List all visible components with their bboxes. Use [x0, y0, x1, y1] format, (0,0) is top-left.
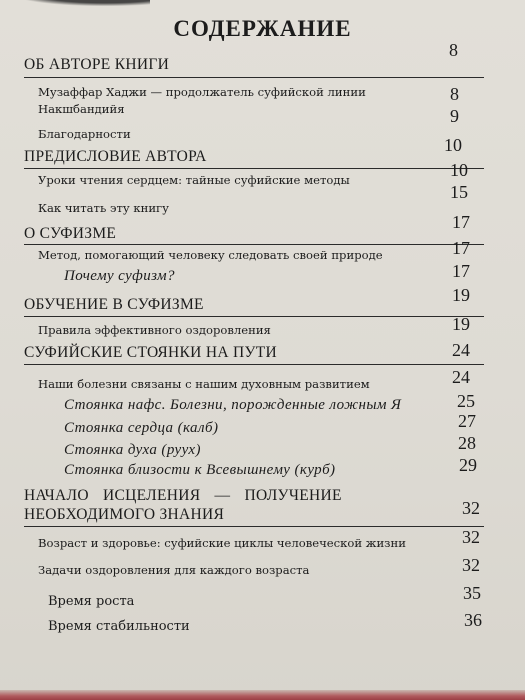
- toc-page-number: 9: [450, 106, 459, 126]
- toc-page-number: 10: [444, 135, 462, 155]
- toc-entry-text: СУФИЙСКИЕ СТОЯНКИ НА ПУТИ: [24, 344, 278, 361]
- section-divider: [24, 168, 484, 169]
- toc-page-number: 32: [462, 498, 480, 518]
- toc-entry-text: О СУФИЗМЕ: [24, 225, 117, 242]
- toc-entry-text-line2: НЕОБХОДИМОГО ЗНАНИЯ: [24, 506, 225, 523]
- toc-entry-text: Возраст и здоровье: суфийские циклы человеческой жизни: [38, 536, 406, 550]
- toc-page-number: 29: [459, 455, 477, 475]
- section-divider: [24, 316, 484, 317]
- toc-page-number: 17: [452, 238, 470, 258]
- toc-entry-text: Время роста: [48, 594, 135, 609]
- toc-page-number: 27: [458, 411, 476, 431]
- toc-entry-text: Задачи оздоровления для каждого возраста: [38, 563, 310, 577]
- toc-entry-text: Время стабильности: [48, 619, 190, 634]
- page-bottom-edge: [0, 690, 525, 700]
- toc-page-number: 28: [458, 433, 476, 453]
- toc-page-number: 24: [452, 340, 470, 360]
- toc-entry-text: Наши болезни связаны с нашим духовным развитием: [38, 377, 370, 391]
- page-top-ornament: [0, 0, 150, 8]
- toc-entry-text: Метод, помогающий человеку следовать своей природе: [38, 248, 383, 262]
- toc-page-number: 36: [464, 610, 482, 630]
- toc-page-number: 24: [452, 367, 470, 387]
- section-divider: [24, 77, 484, 78]
- toc-entry-text: Как читать эту книгу: [38, 201, 169, 215]
- toc-entry-text: Уроки чтения сердцем: тайные суфийские методы: [38, 173, 350, 187]
- page-title: СОДЕРЖАНИЕ: [173, 16, 352, 41]
- toc-entry-text: ОБ АВТОРЕ КНИГИ: [24, 56, 170, 73]
- toc-entry-text: Стоянка близости к Всевышнему (курб): [64, 462, 336, 478]
- section-divider: [24, 364, 484, 365]
- toc-page-number: 10: [450, 160, 468, 180]
- toc-entry-text: ПРЕДИСЛОВИЕ АВТОРА: [24, 148, 207, 165]
- toc-page-number: 15: [450, 182, 468, 202]
- toc-page-number: 32: [462, 555, 480, 575]
- toc-entry-text: Стоянка сердца (калб): [64, 420, 219, 436]
- toc-entry-text: Стоянка нафс. Болезни, порожденные ложным Я: [64, 397, 402, 413]
- toc-page-number: 25: [457, 391, 475, 411]
- toc-page-number: 32: [462, 527, 480, 547]
- toc-entry-text: Стоянка духа (руух): [64, 442, 201, 458]
- toc-entry-text: ОБУЧЕНИЕ В СУФИЗМЕ: [24, 296, 204, 313]
- toc-page-number: 19: [452, 285, 470, 305]
- toc-entry-text: Правила эффективного оздоровления: [38, 323, 271, 337]
- toc-entry-text: НАЧАЛО ИСЦЕЛЕНИЯ — ПОЛУЧЕНИЕ: [24, 487, 342, 504]
- toc-page-number: 8: [449, 40, 458, 60]
- toc-page-number: 35: [463, 583, 481, 603]
- toc-page-number: 17: [452, 212, 470, 232]
- toc-page-number: 19: [452, 314, 470, 334]
- toc-entry-text: Музаффар Хаджи — продолжатель суфийской линии: [38, 85, 366, 99]
- toc-entry-text: Почему суфизм?: [64, 268, 175, 284]
- toc-page-number: 17: [452, 261, 470, 281]
- section-divider: [24, 526, 484, 527]
- toc-page-number: 8: [450, 84, 459, 104]
- toc-entry-text: Благодарности: [38, 127, 131, 141]
- section-divider: [24, 244, 484, 245]
- toc-entry-text-line2: Накшбандийя: [38, 102, 125, 116]
